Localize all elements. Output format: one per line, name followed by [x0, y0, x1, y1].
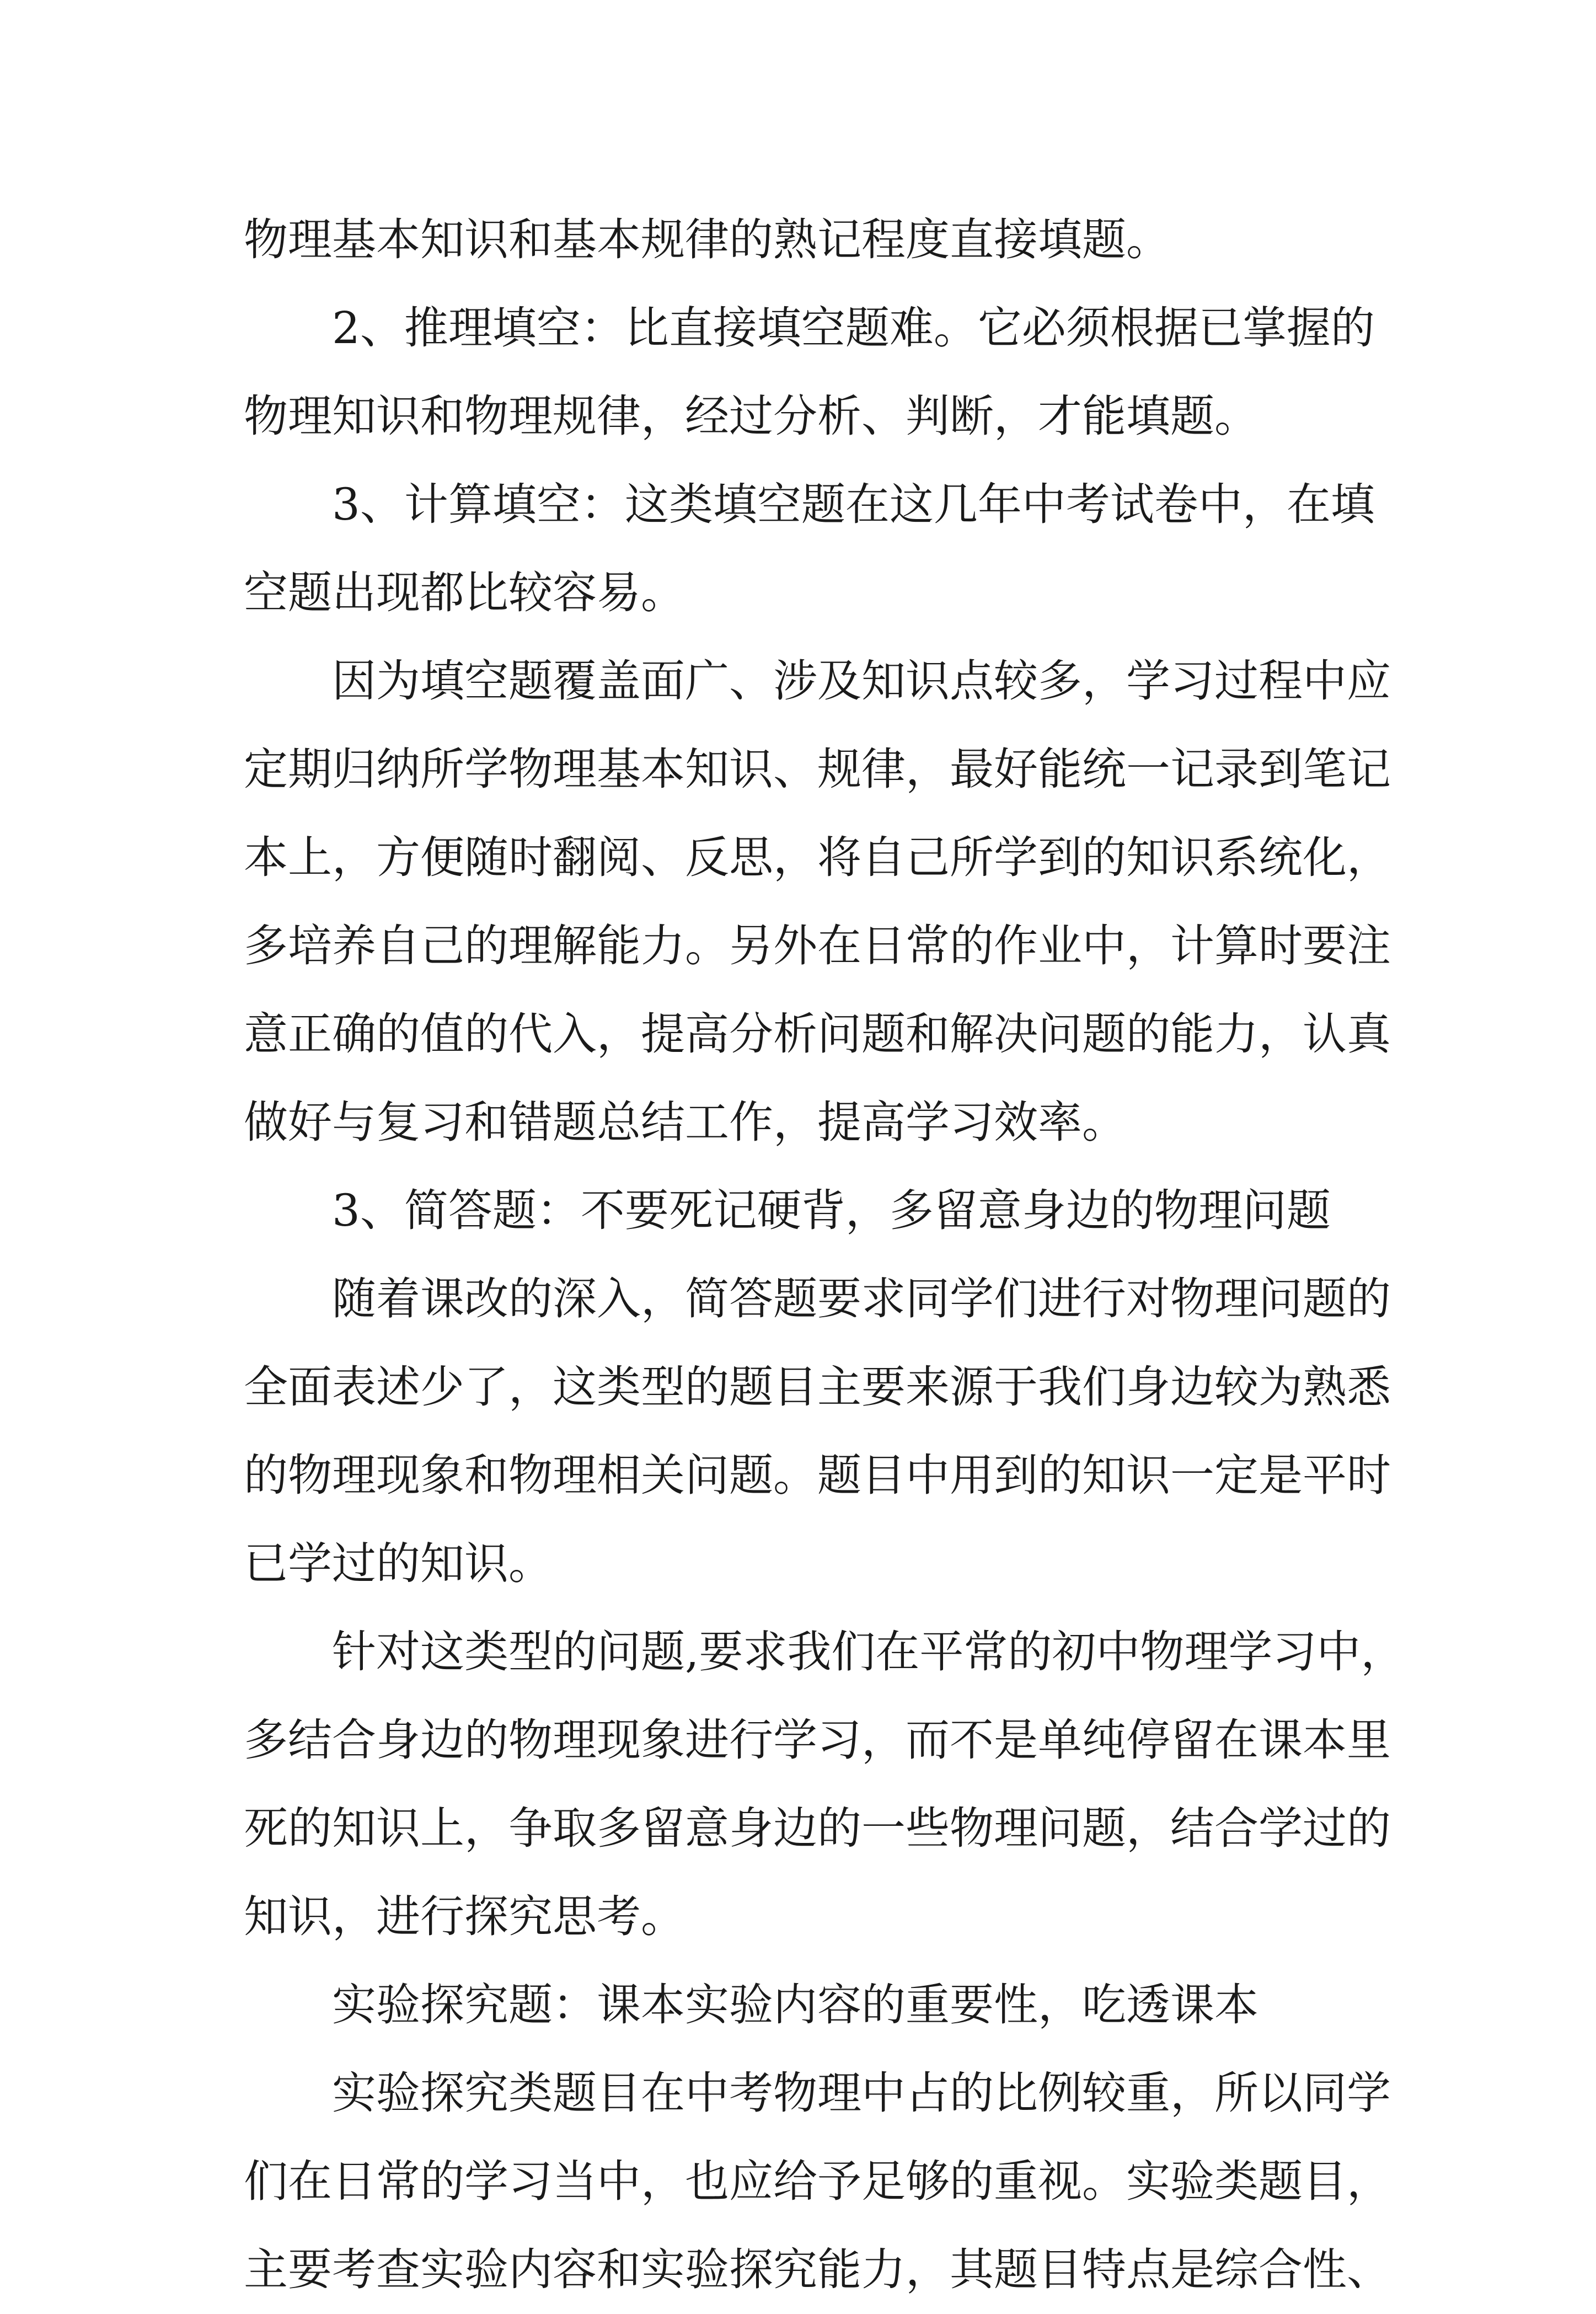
text-line: 多培养自己的理解能力。另外在日常的作业中，计算时要注 [244, 920, 1391, 971]
text-line: 随着课改的深入，简答题要求同学们进行对物理问题的 [332, 1273, 1391, 1324]
text-line: 3、计算填空：这类填空题在这几年中考试卷中，在填 [332, 479, 1375, 530]
text-line: 本上，方便随时翻阅、反思，将自己所学到的知识系统化， [244, 832, 1391, 883]
text-line: 实验探究类题目在中考物理中占的比例较重，所以同学 [332, 2067, 1391, 2119]
text-line: 主要考查实验内容和实验探究能力，其题目特点是综合性、 [244, 2244, 1391, 2295]
text-line: 物理基本知识和基本规律的熟记程度直接填题。 [244, 214, 1170, 265]
text-line: 的物理现象和物理相关问题。题目中用到的知识一定是平时 [244, 1450, 1391, 1501]
section-heading: 实验探究题：课本实验内容的重要性，吃透课本 [332, 1979, 1258, 2030]
text-line: 多结合身边的物理现象进行学习，而不是单纯停留在课本里 [244, 1714, 1391, 1766]
text-line: 全面表述少了，这类型的题目主要来源于我们身边较为熟悉 [244, 1361, 1391, 1413]
text-line: 物理知识和物理规律，经过分析、判断，才能填题。 [244, 391, 1258, 442]
text-line: 意正确的值的代入，提高分析问题和解决问题的能力，认真 [244, 1008, 1391, 1060]
text-line: 针对这类型的问题,要求我们在平常的初中物理学习中， [332, 1626, 1405, 1677]
text-line: 已学过的知识。 [244, 1538, 553, 1589]
text-line: 定期归纳所学物理基本知识、规律，最好能统一记录到笔记 [244, 744, 1391, 795]
body-text [244, 196, 1405, 2314]
section-heading: 3、简答题：不要死记硬背，多留意身边的物理问题 [332, 1185, 1331, 1236]
text-line: 因为填空题覆盖面广、涉及知识点较多，学习过程中应 [332, 655, 1391, 707]
text-line: 空题出现都比较容易。 [244, 567, 685, 618]
text-line: 死的知识上，争取多留意身边的一些物理问题，结合学过的 [244, 1803, 1391, 1854]
text-line: 们在日常的学习当中，也应给予足够的重视。实验类题目， [244, 2156, 1391, 2207]
text-line: 知识，进行探究思考。 [244, 1891, 685, 1942]
text-line: 2、推理填空：比直接填空题难。它必须根据已掌握的 [332, 302, 1375, 354]
text-line: 做好与复习和错题总结工作，提高学习效率。 [244, 1097, 1126, 1148]
